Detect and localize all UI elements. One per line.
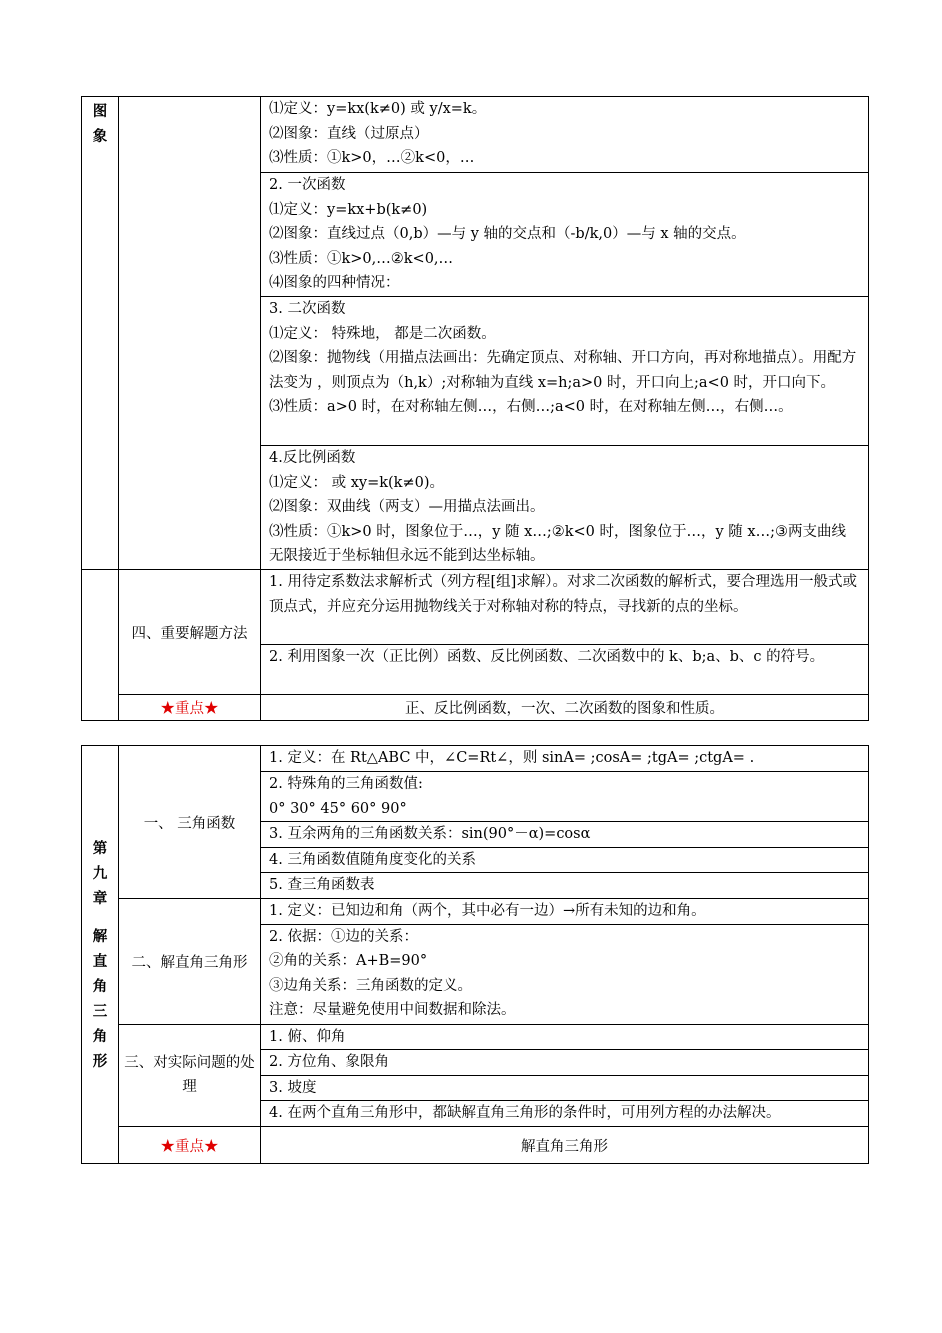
trig-item: 4. 三角函数值随角度变化的关系: [261, 847, 869, 873]
practical-item: 3. 坡度: [261, 1075, 869, 1101]
side-char: 九: [92, 864, 108, 882]
side-char: 象: [92, 128, 108, 145]
proportional-function-block: [261, 97, 869, 173]
section-side-title: [82, 97, 119, 570]
text-line: 2. 一次函数: [269, 177, 346, 193]
empty-cell: [119, 97, 261, 570]
function-graph-table: [81, 96, 869, 721]
side-char: 解: [92, 927, 108, 945]
text-line: ⑴定义： 特殊地， 都是二次函数。: [269, 325, 496, 342]
text-line: 注意：尽量避免使用中间数据和除法。: [269, 1002, 516, 1018]
inverse-proportion-block: [261, 446, 869, 570]
practical-section-label: 三、对实际问题的处理: [119, 1024, 261, 1127]
key-point-text: 解直角三角形: [261, 1127, 869, 1164]
text-line: ⑷图象的四种情况：: [269, 275, 400, 291]
side-char: [82, 911, 118, 924]
text-paragraph: ⑶性质：①k>0 时，图象位于…，y 随 x…;②k<0 时，图象位于…，y 随 x…;③两支曲线无限接近于坐标轴但永远不能到达坐标轴。: [269, 523, 846, 564]
side-char: 角: [92, 977, 108, 995]
text-line: ⑵图象：直线过点（0,b）—与 y 轴的交点和（-b/k,0）—与 x 轴的交点。: [269, 226, 746, 242]
side-char: 直: [92, 952, 108, 970]
solve-item: [261, 924, 869, 1024]
key-point-label: ★重点★: [119, 695, 261, 721]
text-line: ⑶性质：①k>0,…②k<0,…: [269, 250, 454, 267]
trig-section-label: 一、 三角函数: [119, 746, 261, 899]
linear-function-block: [261, 173, 869, 297]
method-item: 1. 用待定系数法求解析式（列方程[组]求解）。对求二次函数的解析式，要合理选用一般式或顶点式，并应充分运用抛物线关于对称轴对称的特点，寻找新的点的坐标。: [261, 570, 869, 645]
side-char: 形: [92, 1052, 108, 1070]
text-line: 3. 二次函数: [269, 301, 346, 317]
text-line: ⑶性质：①k>0，…②k<0，…: [269, 150, 475, 166]
key-point-text: 正、反比例函数，一次、二次函数的图象和性质。: [261, 695, 869, 721]
text-line: 0° 30° 45° 60° 90°: [269, 800, 407, 817]
solve-item: 1. 定义：已知边和角（两个，其中必有一边）→所有未知的边和角。: [261, 899, 869, 925]
trig-item: 5. 查三角函数表: [261, 873, 869, 899]
text-line: 2. 依据：①边的关系：: [269, 928, 418, 945]
side-char: 图: [92, 103, 108, 120]
practical-item: 1. 俯、仰角: [261, 1024, 869, 1050]
side-char: 章: [92, 889, 108, 907]
chapter-side-title: [82, 746, 119, 1164]
empty-cell: [82, 570, 119, 721]
side-char: 角: [92, 1027, 108, 1045]
text-line: 2. 特殊角的三角函数值:: [269, 776, 423, 792]
text-line: ③边角关系：三角函数的定义。: [269, 977, 472, 994]
practical-item: 4. 在两个直角三角形中，都缺解直角三角形的条件时，可用列方程的办法解决。: [261, 1101, 869, 1127]
text-line: ⑴定义：y=kx+b(k≠0): [269, 201, 428, 218]
solve-section-label: 二、解直角三角形: [119, 899, 261, 1025]
trig-item: [261, 772, 869, 822]
text-line: ⑵图象：双曲线（两支）—用描点法画出。: [269, 499, 545, 515]
trig-item: 1. 定义：在 Rt△ABC 中，∠C=Rt∠，则 sinA= ;cosA= ;tgA= ;ctgA= .: [261, 746, 869, 772]
practical-item: 2. 方位角、象限角: [261, 1050, 869, 1076]
trig-item: 3. 互余两角的三角函数关系：sin(90°－α)=cosα: [261, 822, 869, 848]
side-char: 三: [92, 1002, 108, 1020]
method-label: 四、重要解题方法: [119, 570, 261, 695]
text-line: ②角的关系：A+B=90°: [269, 953, 428, 969]
text-line: ⑵图象：直线（过原点）: [269, 125, 429, 142]
text-paragraph: ⑵图象：抛物线（用描点法画出：先确定顶点、对称轴、开口方向，再对称地描点）。用配方法变为 ，则顶点为（h,k）;对称轴为直线 x=h;a>0 时，开口向上;a<0 时，开口向下。: [269, 350, 857, 391]
right-triangle-table: [81, 745, 869, 1164]
key-point-label: ★重点★: [119, 1127, 261, 1164]
text-line: ⑴定义： 或 xy=k(k≠0)。: [269, 474, 444, 491]
text-line: 4.反比例函数: [269, 450, 356, 466]
method-item: 2. 利用图象一次（正比例）函数、反比例函数、二次函数中的 k、b;a、b、c 的符号。: [261, 645, 869, 695]
quadratic-function-block: [261, 297, 869, 446]
text-line: ⑶性质：a>0 时，在对称轴左侧…，右侧…;a<0 时，在对称轴左侧…，右侧…。: [269, 399, 793, 415]
text-line: ⑴定义：y=kx(k≠0) 或 y/x=k。: [269, 101, 487, 117]
side-char: 第: [92, 839, 108, 857]
